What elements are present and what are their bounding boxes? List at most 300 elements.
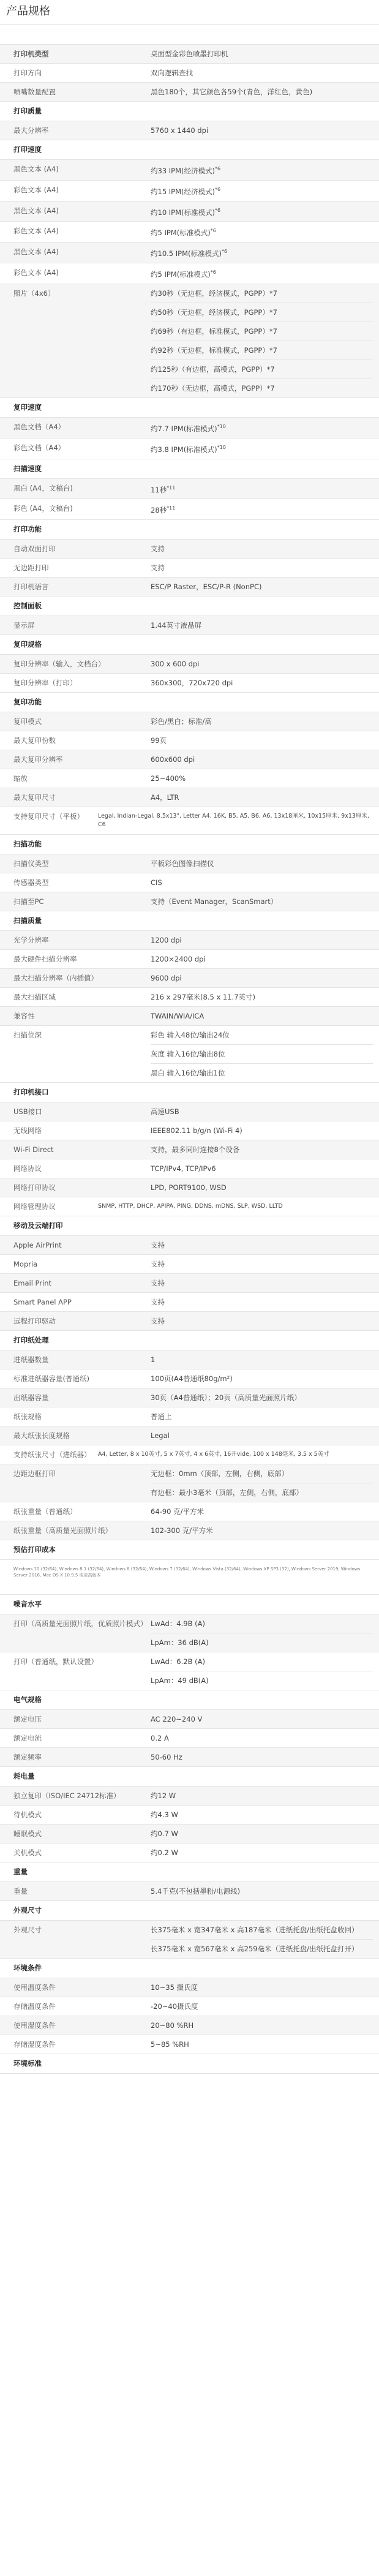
spec-row <box>0 1255 379 1274</box>
spec-value <box>151 1787 379 1805</box>
spec-value-text: 支持 <box>151 1298 165 1307</box>
spec-group <box>0 520 379 597</box>
spec-value <box>151 616 379 635</box>
spec-row <box>0 121 379 140</box>
spec-row <box>0 540 379 559</box>
footnote-marker: *6 <box>221 249 228 255</box>
spec-row <box>0 988 379 1007</box>
spec-row <box>0 1369 379 1388</box>
spec-label: 打印（高质量光面照片纸，优质照片模式） <box>13 1619 148 1629</box>
spec-value <box>151 1293 379 1311</box>
spec-group <box>0 693 379 835</box>
spec-value <box>98 807 379 834</box>
spec-value-line: LwAd：6.2B (A) <box>151 1652 373 1671</box>
spec-group <box>0 1216 379 1331</box>
spec-value <box>151 1312 379 1330</box>
spec-value-text: 彩色/黑白；标准/高 <box>151 717 212 726</box>
spec-value <box>151 1825 379 1843</box>
spec-value <box>151 1388 379 1407</box>
spec-value-text: 约5 IPM(标准模式) <box>151 228 211 238</box>
spec-row <box>0 181 379 201</box>
spec-value-line: LwAd：4.9B (A) <box>151 1614 373 1633</box>
spec-value-text: 600x600 dpi <box>151 755 195 764</box>
spec-label: 额定电压 <box>13 1715 42 1724</box>
spec-value <box>151 418 379 438</box>
spec-row <box>0 222 379 243</box>
spec-value-line: LpAm：36 dB(A) <box>151 1638 209 1648</box>
spec-value <box>98 1445 379 1464</box>
spec-label: 打印机语言 <box>13 582 49 592</box>
spec-value-line: 有边框：最小3毫米（顶部，左侧，右侧，底部） <box>151 1488 303 1497</box>
spec-value <box>151 873 379 892</box>
spec-value <box>151 969 379 987</box>
spec-value <box>151 1178 379 1197</box>
section-heading: 扫描功能 <box>0 835 379 854</box>
section-heading: 环境条件 <box>0 1959 379 1978</box>
spec-label: 额定电流 <box>13 1734 42 1743</box>
section-heading: 打印质量 <box>0 102 379 121</box>
spec-value-text: 216 x 297毫米(8.5 x 11.7英寸) <box>151 993 256 1002</box>
footnote-marker: *6 <box>210 269 216 276</box>
spec-value-text: 约10 IPM(标准模式) <box>151 208 216 217</box>
spec-label: 使用温度条件 <box>13 1983 56 1992</box>
spec-value <box>151 1748 379 1766</box>
spec-row <box>0 1978 379 1997</box>
spec-label: 远程打印驱动 <box>13 1317 56 1326</box>
spec-row <box>0 1274 379 1293</box>
spec-value-text: 300 x 600 dpi <box>151 660 200 669</box>
spec-value <box>151 1140 379 1159</box>
spec-value-text: CIS <box>151 878 162 887</box>
spec-value-text: 约3.8 IPM(标准模式) <box>151 445 217 454</box>
spec-value <box>151 45 379 63</box>
spec-label: 纸张重量（高质量光面照片纸） <box>13 1526 112 1535</box>
spec-value-text: 1 <box>151 1355 156 1365</box>
spec-value <box>151 712 379 731</box>
spec-row <box>0 1806 379 1825</box>
spec-label: 存储湿度条件 <box>13 2040 56 2049</box>
spec-row <box>0 807 379 835</box>
spec-value <box>151 674 379 692</box>
spec-value-text: 99页 <box>151 736 167 745</box>
spec-value-text: Legal <box>151 1431 170 1441</box>
spec-row <box>0 64 379 83</box>
spec-value <box>151 243 379 263</box>
spec-value-text: 桌面型金彩色喷墨打印机 <box>151 50 228 58</box>
spec-label: 黑色文档（A4） <box>13 422 66 431</box>
spec-value <box>151 1882 379 1900</box>
section-heading: 扫描速度 <box>0 459 379 479</box>
footnote-marker: *11 <box>167 484 176 491</box>
spec-row <box>0 45 379 64</box>
spec-label: 彩色文本 (A4) <box>13 268 59 277</box>
spec-row <box>0 284 379 398</box>
spec-label: 睡眠模式 <box>13 1829 42 1839</box>
spec-row <box>0 750 379 769</box>
spec-value <box>151 1159 379 1178</box>
spec-label: USB接口 <box>13 1107 42 1117</box>
spec-value <box>151 2016 379 2035</box>
spec-value-text: -20~40摄氏度 <box>151 2002 198 2011</box>
spec-value <box>151 950 379 968</box>
spec-group <box>0 398 379 459</box>
spec-value <box>151 201 379 222</box>
spec-label: 黑白 (A4，文稿台) <box>13 483 73 492</box>
spec-value-text: 1.44英寸液晶屏 <box>151 621 202 630</box>
spec-label: 复印模式 <box>13 717 42 726</box>
spec-row <box>0 1388 379 1407</box>
footnote-marker: *11 <box>167 505 176 511</box>
spec-group <box>0 911 379 1083</box>
spec-value <box>151 1806 379 1824</box>
spec-label: 纸张规格 <box>13 1412 42 1422</box>
spec-label: 关机模式 <box>13 1848 42 1858</box>
spec-row <box>0 1445 379 1464</box>
spec-value <box>151 578 379 596</box>
spec-label: 网络协议 <box>13 1164 42 1173</box>
spec-value-text: 支持，最多同时连接8个设备 <box>151 1145 240 1154</box>
spec-value-line: 无边框：0mm（顶部，左侧，右侧，底部） <box>151 1464 373 1483</box>
spec-value <box>151 731 379 750</box>
spec-value-text: 支持（Event Manager，ScanSmart） <box>151 897 278 906</box>
spec-value <box>151 222 379 242</box>
spec-label: 最大分辨率 <box>13 126 49 135</box>
spec-row <box>0 1921 379 1959</box>
spec-value-text: ESC/P Raster，ESC/P-R (NonPC) <box>151 582 262 592</box>
spec-row <box>0 854 379 873</box>
spec-value <box>98 1197 379 1216</box>
spec-value <box>151 1369 379 1388</box>
spec-row <box>0 1426 379 1445</box>
spec-row <box>0 263 379 284</box>
spec-value-text: 100页(A4普通纸80g/m²) <box>151 1374 233 1384</box>
spec-row <box>0 578 379 597</box>
spec-label: 支持纸张尺寸（进纸器） <box>13 1450 91 1459</box>
spec-value-text: 5760 x 1440 dpi <box>151 126 209 135</box>
spec-value-line: 约125秒（有边框，高模式，PGPP）*7 <box>151 360 373 379</box>
spec-row <box>0 1464 379 1502</box>
spec-value-text: TWAIN/WIA/ICA <box>151 1012 205 1021</box>
spec-value <box>151 559 379 577</box>
spec-label: 喷嘴数量配置 <box>13 88 56 96</box>
spec-label: 最大扫描区域 <box>13 993 56 1002</box>
spec-value-text: A4，LTR <box>151 793 179 802</box>
spec-label: 重量 <box>13 1887 28 1896</box>
footnote-marker: *10 <box>217 444 226 450</box>
spec-value <box>151 988 379 1006</box>
spec-value-line: 约170秒（无边框，高模式，PGPP）*7 <box>151 383 275 393</box>
spec-label: 彩色文档（A4） <box>13 443 66 452</box>
section-heading: 预估打印成本 <box>0 1540 379 1560</box>
page-title: 产品规格 <box>0 0 379 25</box>
spec-value-text: 约4.3 W <box>151 1810 178 1820</box>
spec-label: 最大硬件扫描分辨率 <box>13 955 77 964</box>
spec-value <box>151 1921 379 1958</box>
spec-label: 最大复印尺寸 <box>13 793 56 802</box>
spec-row <box>0 1121 379 1140</box>
spec-label: 黑色文本 (A4) <box>13 165 59 173</box>
spec-value-text: 平板彩色图像扫描仪 <box>151 859 214 868</box>
spec-label: 最大纸张长度规格 <box>13 1431 70 1441</box>
spec-label: 彩色文本 (A4) <box>13 185 59 194</box>
spec-label: 扫描位深 <box>13 1031 42 1040</box>
spec-group <box>0 835 379 911</box>
spec-label: 自动双面打印 <box>13 544 56 554</box>
spec-row <box>0 931 379 950</box>
spec-value <box>151 1026 379 1082</box>
spec-value-line: 约30秒（无边框，经济模式，PGPP）*7 <box>151 284 373 303</box>
section-heading: 复印速度 <box>0 398 379 418</box>
spec-value <box>151 64 379 82</box>
spec-value <box>151 1255 379 1273</box>
spec-value <box>151 769 379 788</box>
spec-value <box>151 1426 379 1445</box>
spec-value-line: LpAm：49 dB(A) <box>151 1676 209 1685</box>
spec-label: 传感器类型 <box>13 878 49 887</box>
spec-row <box>0 1350 379 1369</box>
spec-group <box>0 1083 379 1216</box>
section-heading: 噪音水平 <box>0 1595 379 1614</box>
footnote-marker: *6 <box>215 186 221 192</box>
spec-value-line: 长375毫米 x 宽347毫米 x 高187毫米（进纸托盘/出纸托盘收回） <box>151 1921 373 1940</box>
spec-row <box>0 479 379 500</box>
spec-content <box>0 25 379 2074</box>
spec-value <box>151 263 379 284</box>
spec-label: 独立复印（ISO/IEC 24712标准） <box>13 1791 121 1801</box>
section-heading: 耗电量 <box>0 1767 379 1787</box>
spec-row <box>0 1787 379 1806</box>
spec-label: 使用湿度条件 <box>13 2021 56 2030</box>
section-heading: 电气规格 <box>0 1690 379 1710</box>
footnote-marker: *6 <box>215 207 221 213</box>
spec-label: 额定频率 <box>13 1753 42 1762</box>
spec-value <box>151 1843 379 1862</box>
spec-row <box>0 769 379 788</box>
section-heading: 外观尺寸 <box>0 1901 379 1921</box>
spec-group <box>0 2054 379 2074</box>
spec-label: 打印机类型 <box>13 50 49 58</box>
spec-value-text: 约0.7 W <box>151 1829 178 1839</box>
spec-value <box>151 1502 379 1521</box>
spec-label: 无线网络 <box>13 1126 42 1135</box>
spec-value <box>151 931 379 949</box>
spec-value-text: 64-90 克/平方米 <box>151 1507 204 1516</box>
spec-value-text: 约33 IPM(经济模式) <box>151 166 216 175</box>
spec-row <box>0 2016 379 2035</box>
spec-label: 彩色 (A4，文稿台) <box>13 504 73 513</box>
spec-row <box>0 243 379 263</box>
spec-group <box>0 1595 379 1690</box>
spec-row <box>0 1843 379 1862</box>
spec-value-text: 0.2 A <box>151 1734 169 1743</box>
spec-value-text: 支持 <box>151 1260 165 1269</box>
spec-label: 打印方向 <box>13 69 42 77</box>
spec-value <box>151 2035 379 2054</box>
spec-group <box>0 1959 379 2054</box>
spec-value-line: 约92秒（无边框，标准模式，PGPP）*7 <box>151 341 373 360</box>
spec-label: 复印分辨率（输入，文档台） <box>13 660 105 669</box>
spec-value-text: 102-300 克/平方米 <box>151 1526 213 1535</box>
spec-value <box>151 1007 379 1025</box>
spec-group <box>0 635 379 693</box>
spec-value-line: 约50秒（无边框，经济模式，PGPP）*7 <box>151 303 373 322</box>
spec-value <box>151 479 379 499</box>
spec-row <box>0 655 379 674</box>
spec-row <box>0 1140 379 1159</box>
spec-label: 最大复印分辨率 <box>13 755 63 764</box>
spec-value <box>151 181 379 201</box>
spec-group <box>0 1862 379 1901</box>
spec-value-text: 支持 <box>151 1317 165 1326</box>
spec-value <box>151 1710 379 1728</box>
spec-label: 光学分辨率 <box>13 936 49 945</box>
spec-value-text: 黑色180个，其它颜色各59个(青色，洋红色，黄色) <box>151 88 313 96</box>
spec-label: 出纸器容量 <box>13 1393 49 1403</box>
spec-label: 最大复印份数 <box>13 736 56 745</box>
spec-value-text: 支持 <box>151 1241 165 1250</box>
spec-value-text: 约5 IPM(标准模式) <box>151 269 211 279</box>
spec-label: 网络打印协议 <box>13 1183 56 1192</box>
spec-group <box>0 102 379 140</box>
spec-label: 支持复印尺寸（平板） <box>13 812 84 821</box>
section-heading: 扫描质量 <box>0 911 379 931</box>
spec-label: 最大扫描分辨率（内插值） <box>13 974 98 983</box>
spec-value-text: 11秒 <box>151 485 167 494</box>
spec-label: 复印分辨率（打印） <box>13 679 77 688</box>
spec-row <box>0 1882 379 1901</box>
spec-value <box>151 160 379 180</box>
spec-label: 黑色文本 (A4) <box>13 247 59 257</box>
spec-value <box>151 1236 379 1254</box>
spec-label: 彩色文本 (A4) <box>13 227 59 236</box>
spec-row <box>0 1026 379 1083</box>
spec-label: Apple AirPrint <box>13 1241 62 1250</box>
spec-label: 显示屏 <box>13 621 35 630</box>
spec-value <box>151 1978 379 1997</box>
spec-row <box>0 712 379 731</box>
spec-group <box>0 1331 379 1540</box>
spec-value-text: 普通上 <box>151 1412 172 1422</box>
spec-row <box>0 1312 379 1331</box>
spec-value <box>151 788 379 807</box>
spec-value-text: 高速USB <box>151 1107 179 1117</box>
spec-row <box>0 892 379 911</box>
spec-row <box>0 788 379 807</box>
spec-value <box>151 1102 379 1121</box>
spec-value-line: 黑白 输入16位/输出1位 <box>151 1069 225 1078</box>
spec-group <box>0 140 379 398</box>
spec-row <box>0 160 379 181</box>
spec-value-text: Legal, Indian-Legal, 8.5x13", Letter A4, 16K, B5, A5, B6, A6, 13x18厘米, 10x15厘米, 9x13厘米, C6 <box>98 813 369 829</box>
spec-group <box>0 459 379 521</box>
spec-value-text: 约15 IPM(经济模式) <box>151 187 216 196</box>
footnote-marker: *10 <box>217 423 226 429</box>
spec-label: 兼容性 <box>13 1012 35 1021</box>
spec-label: 存储温度条件 <box>13 2002 56 2011</box>
spec-value <box>151 854 379 873</box>
spec-row <box>0 950 379 969</box>
spec-label: 缩放 <box>13 774 28 783</box>
spec-row <box>0 1178 379 1197</box>
spec-row <box>0 1748 379 1767</box>
spec-row <box>0 1614 379 1652</box>
section-heading: 打印纸处理 <box>0 1331 379 1350</box>
spec-value-text: 1200×2400 dpi <box>151 955 206 964</box>
spec-value <box>151 1407 379 1426</box>
spec-value <box>151 1464 379 1502</box>
spec-row <box>0 616 379 635</box>
spec-label: 纸张重量（普通纸） <box>13 1507 77 1516</box>
spec-value-line: 长375毫米 x 宽567毫米 x 高259毫米（进纸托盘/出纸托盘打开） <box>151 1945 359 1954</box>
spec-value <box>151 1729 379 1747</box>
spec-row <box>0 969 379 988</box>
spec-row <box>0 499 379 520</box>
spec-label: 扫描仪类型 <box>13 859 49 868</box>
section-heading: 打印功能 <box>0 520 379 540</box>
spec-row <box>0 418 379 439</box>
spec-row <box>0 1197 379 1216</box>
spec-row <box>0 1293 379 1312</box>
spec-value-text: 支持 <box>151 1279 165 1288</box>
spec-value-text: 28秒 <box>151 506 167 515</box>
footnote-marker: *6 <box>210 228 216 234</box>
spec-value-line: 彩色 输入48位/输出24位 <box>151 1026 373 1045</box>
spec-row <box>0 1159 379 1178</box>
spec-value-text: 支持 <box>151 544 165 554</box>
spec-group <box>0 597 379 635</box>
spec-value-text: 360x300，720x720 dpi <box>151 679 233 688</box>
spec-value-text: 1200 dpi <box>151 936 182 945</box>
spec-value <box>151 750 379 769</box>
spec-value <box>151 439 379 459</box>
spec-value-text: 约10.5 IPM(标准模式) <box>151 249 222 258</box>
spec-value-text: IEEE802.11 b/g/n (Wi-Fi 4) <box>151 1126 242 1135</box>
spec-label: 外观尺寸 <box>13 1926 42 1935</box>
spec-label: 网络管理协议 <box>13 1202 56 1211</box>
section-heading: 复印功能 <box>0 693 379 712</box>
spec-value-text: 20~80 %RH <box>151 2021 194 2030</box>
spec-value <box>151 121 379 140</box>
spec-value <box>151 655 379 673</box>
spec-value <box>151 892 379 911</box>
spec-label: 无边距打印 <box>13 563 49 573</box>
section-heading: 打印速度 <box>0 140 379 160</box>
spec-value-text: 5~85 %RH <box>151 2040 189 2049</box>
spec-row <box>0 201 379 222</box>
spec-row <box>0 873 379 892</box>
section-heading: 移动及云端打印 <box>0 1216 379 1236</box>
spec-row <box>0 1652 379 1690</box>
spec-label: 黑色文本 (A4) <box>13 206 59 215</box>
spec-row <box>0 1102 379 1121</box>
spec-row <box>0 1236 379 1255</box>
spec-value <box>151 1652 379 1690</box>
spec-value <box>151 1274 379 1292</box>
spec-label: 打印（普通纸，默认设置） <box>13 1657 98 1666</box>
spec-row <box>0 674 379 693</box>
spec-value <box>151 499 379 519</box>
spec-value-text: 约0.2 W <box>151 1848 178 1858</box>
spec-value-line: 约69秒（有边框，标准模式，PGPP）*7 <box>151 322 373 341</box>
spec-row <box>0 439 379 459</box>
spec-label: Wi-Fi Direct <box>13 1145 54 1154</box>
spec-value-text: 双向逻辑查找 <box>151 69 193 77</box>
footnote-marker: *6 <box>215 166 221 171</box>
spec-value <box>151 284 379 397</box>
spec-value-text: 50-60 Hz <box>151 1753 182 1762</box>
spec-value-text: 9600 dpi <box>151 974 182 983</box>
spec-row <box>0 1729 379 1748</box>
